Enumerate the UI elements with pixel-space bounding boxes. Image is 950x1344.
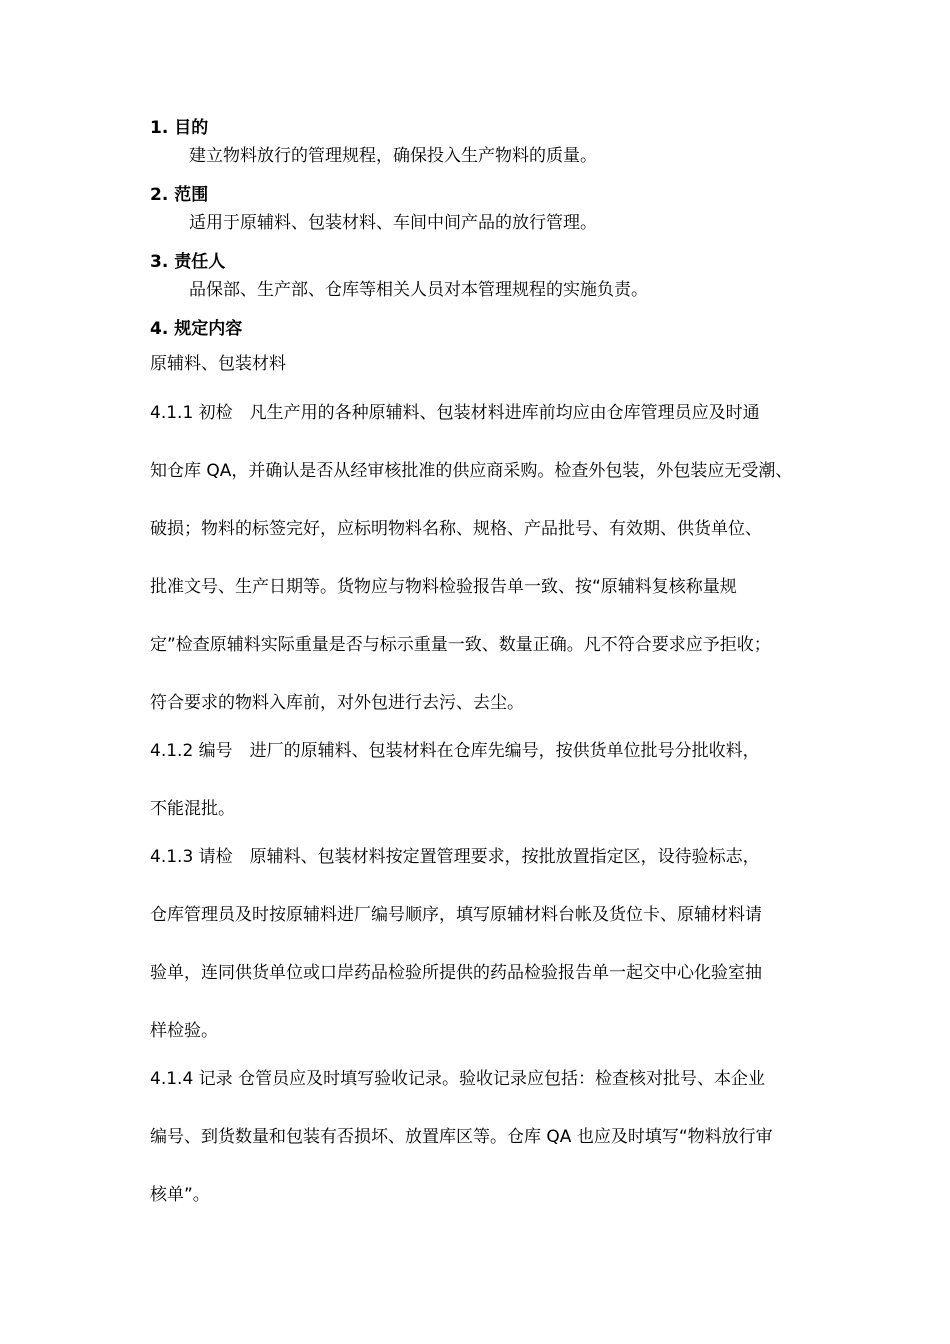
body-line: 不能混批。 — [150, 799, 235, 819]
section-body-responsible: 品保部、生产部、仓库等相关人员对本管理规程的实施负责。 — [189, 280, 648, 300]
section-body-purpose: 建立物料放行的管理规程，确保投入生产物料的质量。 — [189, 146, 597, 166]
section-heading-scope: 2. 范围 — [150, 185, 209, 205]
body-line: 验单，连同供货单位或口岸药品检验所提供的药品检验报告单一起交中心化验室抽 — [150, 963, 762, 983]
body-line: 破损；物料的标签完好，应标明物料名称、规格、产品批号、有效期、供货单位、 — [150, 519, 762, 539]
body-line: 4.1.3 请检 原辅料、包装材料按定置管理要求，按批放置指定区，设待验标志， — [150, 847, 760, 867]
subheading-materials: 原辅料、包装材料 — [150, 354, 286, 374]
body-line: 知仓库 QA，并确认是否从经审核批准的供应商采购。检查外包装，外包装应无受潮、 — [150, 461, 793, 481]
body-line: 样检验。 — [150, 1021, 218, 1041]
section-heading-responsible: 3. 责任人 — [150, 252, 226, 272]
section-heading-content: 4. 规定内容 — [150, 319, 243, 339]
body-line: 符合要求的物料入库前，对外包进行去污、去尘。 — [150, 693, 524, 713]
body-line: 核单”。 — [150, 1185, 210, 1205]
section-body-scope: 适用于原辅料、包装材料、车间中间产品的放行管理。 — [189, 213, 597, 233]
body-line: 4.1.1 初检 凡生产用的各种原辅料、包装材料进库前均应由仓库管理员应及时通 — [150, 403, 760, 423]
section-heading-purpose: 1. 目的 — [150, 118, 209, 138]
body-line: 4.1.2 编号 进厂的原辅料、包装材料在仓库先编号，按供货单位批号分批收料， — [150, 741, 760, 761]
body-line: 仓库管理员及时按原辅料进厂编号顺序，填写原辅材料台帐及货位卡、原辅材料请 — [150, 905, 762, 925]
body-line: 定”检查原辅料实际重量是否与标示重量一致、数量正确。凡不符合要求应予拒收； — [150, 635, 771, 655]
body-line: 编号、到货数量和包装有否损坏、放置库区等。仓库 QA 也应及时填写“物料放行审 — [150, 1127, 773, 1147]
body-line: 4.1.4 记录 仓管员应及时填写验收记录。验收记录应包括：检查核对批号、本企业 — [150, 1069, 766, 1089]
body-line: 批准文号、生产日期等。货物应与物料检验报告单一致、按“原辅料复核称量规 — [150, 577, 737, 597]
